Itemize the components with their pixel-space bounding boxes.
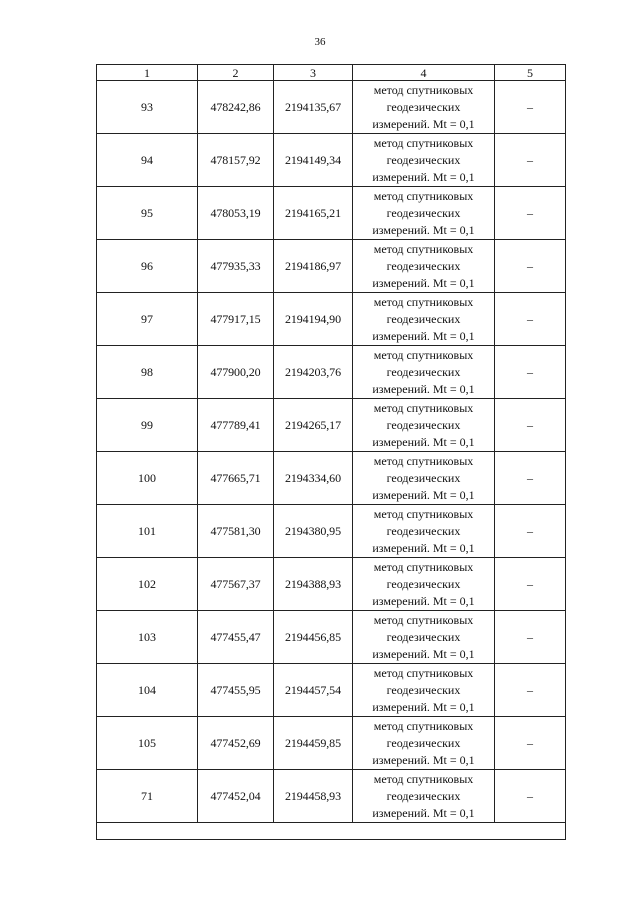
method-line: геодезических bbox=[386, 205, 461, 220]
note-cell: – bbox=[495, 293, 566, 346]
point-number-cell: 93 bbox=[97, 81, 198, 134]
method-line: геодезических bbox=[386, 523, 461, 538]
y-coordinate-cell: 2194149,34 bbox=[274, 134, 353, 187]
method-line: измерений. Mt = 0,1 bbox=[372, 487, 475, 502]
table-row bbox=[97, 399, 566, 452]
table-row bbox=[97, 611, 566, 664]
note-cell: – bbox=[495, 240, 566, 293]
method-line: геодезических bbox=[386, 576, 461, 591]
method-line: метод спутниковых bbox=[373, 771, 474, 786]
note-cell: – bbox=[495, 187, 566, 240]
y-coordinate-cell: 2194334,60 bbox=[274, 452, 353, 505]
point-number-cell: 96 bbox=[97, 240, 198, 293]
y-coordinate-cell: 2194458,93 bbox=[274, 770, 353, 823]
table-row bbox=[97, 134, 566, 187]
table-row bbox=[97, 346, 566, 399]
y-coordinate-cell: 2194456,85 bbox=[274, 611, 353, 664]
x-coordinate-cell: 478053,19 bbox=[198, 187, 274, 240]
method-line: измерений. Mt = 0,1 bbox=[372, 328, 475, 343]
method-line: геодезических bbox=[386, 470, 461, 485]
x-coordinate-cell: 477935,33 bbox=[198, 240, 274, 293]
y-coordinate-cell: 2194459,85 bbox=[274, 717, 353, 770]
point-number-cell: 71 bbox=[97, 770, 198, 823]
x-coordinate-cell: 477452,69 bbox=[198, 717, 274, 770]
method-line: метод спутниковых bbox=[373, 612, 474, 627]
method-line: метод спутниковых bbox=[373, 400, 474, 415]
method-cell bbox=[353, 452, 495, 505]
empty-row bbox=[97, 823, 566, 840]
method-cell bbox=[353, 134, 495, 187]
point-number-cell: 104 bbox=[97, 664, 198, 717]
point-number-cell: 105 bbox=[97, 717, 198, 770]
x-coordinate-cell: 478157,92 bbox=[198, 134, 274, 187]
method-cell bbox=[353, 664, 495, 717]
y-coordinate-cell: 2194165,21 bbox=[274, 187, 353, 240]
y-coordinate-cell: 2194203,76 bbox=[274, 346, 353, 399]
header-col-4: 4 bbox=[353, 65, 495, 81]
x-coordinate-cell: 477581,30 bbox=[198, 505, 274, 558]
x-coordinate-cell: 477900,20 bbox=[198, 346, 274, 399]
table-row bbox=[97, 293, 566, 346]
header-col-2: 2 bbox=[198, 65, 274, 81]
method-cell bbox=[353, 611, 495, 664]
x-coordinate-cell: 477917,15 bbox=[198, 293, 274, 346]
method-cell bbox=[353, 717, 495, 770]
method-cell bbox=[353, 346, 495, 399]
method-line: метод спутниковых bbox=[373, 559, 474, 574]
note-cell: – bbox=[495, 770, 566, 823]
point-number-cell: 100 bbox=[97, 452, 198, 505]
method-line: геодезических bbox=[386, 417, 461, 432]
method-line: геодезических bbox=[386, 629, 461, 644]
y-coordinate-cell: 2194194,90 bbox=[274, 293, 353, 346]
method-line: измерений. Mt = 0,1 bbox=[372, 699, 475, 714]
y-coordinate-cell: 2194457,54 bbox=[274, 664, 353, 717]
y-coordinate-cell: 2194265,17 bbox=[274, 399, 353, 452]
table-row bbox=[97, 505, 566, 558]
method-line: метод спутниковых bbox=[373, 506, 474, 521]
method-cell bbox=[353, 770, 495, 823]
method-line: измерений. Mt = 0,1 bbox=[372, 752, 475, 767]
note-cell: – bbox=[495, 505, 566, 558]
method-line: измерений. Mt = 0,1 bbox=[372, 593, 475, 608]
note-cell: – bbox=[495, 134, 566, 187]
x-coordinate-cell: 477665,71 bbox=[198, 452, 274, 505]
method-line: измерений. Mt = 0,1 bbox=[372, 805, 475, 820]
method-line: метод спутниковых bbox=[373, 241, 474, 256]
table-row bbox=[97, 81, 566, 134]
method-cell bbox=[353, 187, 495, 240]
note-cell: – bbox=[495, 346, 566, 399]
method-cell bbox=[353, 293, 495, 346]
method-line: геодезических bbox=[386, 152, 461, 167]
method-line: геодезических bbox=[386, 735, 461, 750]
x-coordinate-cell: 477452,04 bbox=[198, 770, 274, 823]
point-number-cell: 94 bbox=[97, 134, 198, 187]
table-row bbox=[97, 558, 566, 611]
method-line: метод спутниковых bbox=[373, 665, 474, 680]
method-cell bbox=[353, 505, 495, 558]
method-line: геодезических bbox=[386, 99, 461, 114]
note-cell: – bbox=[495, 664, 566, 717]
method-line: измерений. Mt = 0,1 bbox=[372, 275, 475, 290]
method-line: метод спутниковых bbox=[373, 453, 474, 468]
table-row bbox=[97, 187, 566, 240]
y-coordinate-cell: 2194186,97 bbox=[274, 240, 353, 293]
table-row bbox=[97, 664, 566, 717]
method-line: измерений. Mt = 0,1 bbox=[372, 222, 475, 237]
note-cell: – bbox=[495, 452, 566, 505]
y-coordinate-cell: 2194135,67 bbox=[274, 81, 353, 134]
x-coordinate-cell: 477789,41 bbox=[198, 399, 274, 452]
method-cell bbox=[353, 399, 495, 452]
x-coordinate-cell: 477567,37 bbox=[198, 558, 274, 611]
y-coordinate-cell: 2194388,93 bbox=[274, 558, 353, 611]
note-cell: – bbox=[495, 717, 566, 770]
table-header-row bbox=[97, 65, 566, 81]
method-line: геодезических bbox=[386, 682, 461, 697]
method-line: измерений. Mt = 0,1 bbox=[372, 116, 475, 131]
x-coordinate-cell: 477455,47 bbox=[198, 611, 274, 664]
table-row bbox=[97, 452, 566, 505]
method-line: геодезических bbox=[386, 788, 461, 803]
method-line: метод спутниковых bbox=[373, 82, 474, 97]
method-line: метод спутниковых bbox=[373, 718, 474, 733]
point-number-cell: 97 bbox=[97, 293, 198, 346]
method-cell bbox=[353, 81, 495, 134]
table-row bbox=[97, 770, 566, 823]
method-line: метод спутниковых bbox=[373, 347, 474, 362]
method-line: метод спутниковых bbox=[373, 294, 474, 309]
point-number-cell: 103 bbox=[97, 611, 198, 664]
method-line: геодезических bbox=[386, 258, 461, 273]
method-line: измерений. Mt = 0,1 bbox=[372, 540, 475, 555]
point-number-cell: 101 bbox=[97, 505, 198, 558]
point-number-cell: 102 bbox=[97, 558, 198, 611]
method-line: измерений. Mt = 0,1 bbox=[372, 646, 475, 661]
page-number: 36 bbox=[314, 36, 326, 48]
method-line: измерений. Mt = 0,1 bbox=[372, 381, 475, 396]
header-col-5: 5 bbox=[495, 65, 566, 81]
method-line: измерений. Mt = 0,1 bbox=[372, 169, 475, 184]
point-number-cell: 99 bbox=[97, 399, 198, 452]
table-row bbox=[97, 717, 566, 770]
method-line: геодезических bbox=[386, 364, 461, 379]
method-cell bbox=[353, 240, 495, 293]
method-cell bbox=[353, 558, 495, 611]
method-line: метод спутниковых bbox=[373, 135, 474, 150]
header-col-3: 3 bbox=[274, 65, 353, 81]
header-col-1: 1 bbox=[97, 65, 198, 81]
table-row bbox=[97, 240, 566, 293]
x-coordinate-cell: 478242,86 bbox=[198, 81, 274, 134]
point-number-cell: 95 bbox=[97, 187, 198, 240]
coordinates-table bbox=[96, 64, 566, 840]
x-coordinate-cell: 477455,95 bbox=[198, 664, 274, 717]
y-coordinate-cell: 2194380,95 bbox=[274, 505, 353, 558]
method-line: метод спутниковых bbox=[373, 188, 474, 203]
empty-cell bbox=[97, 823, 566, 840]
note-cell: – bbox=[495, 558, 566, 611]
point-number-cell: 98 bbox=[97, 346, 198, 399]
note-cell: – bbox=[495, 399, 566, 452]
method-line: геодезических bbox=[386, 311, 461, 326]
method-line: измерений. Mt = 0,1 bbox=[372, 434, 475, 449]
note-cell: – bbox=[495, 611, 566, 664]
note-cell: – bbox=[495, 81, 566, 134]
